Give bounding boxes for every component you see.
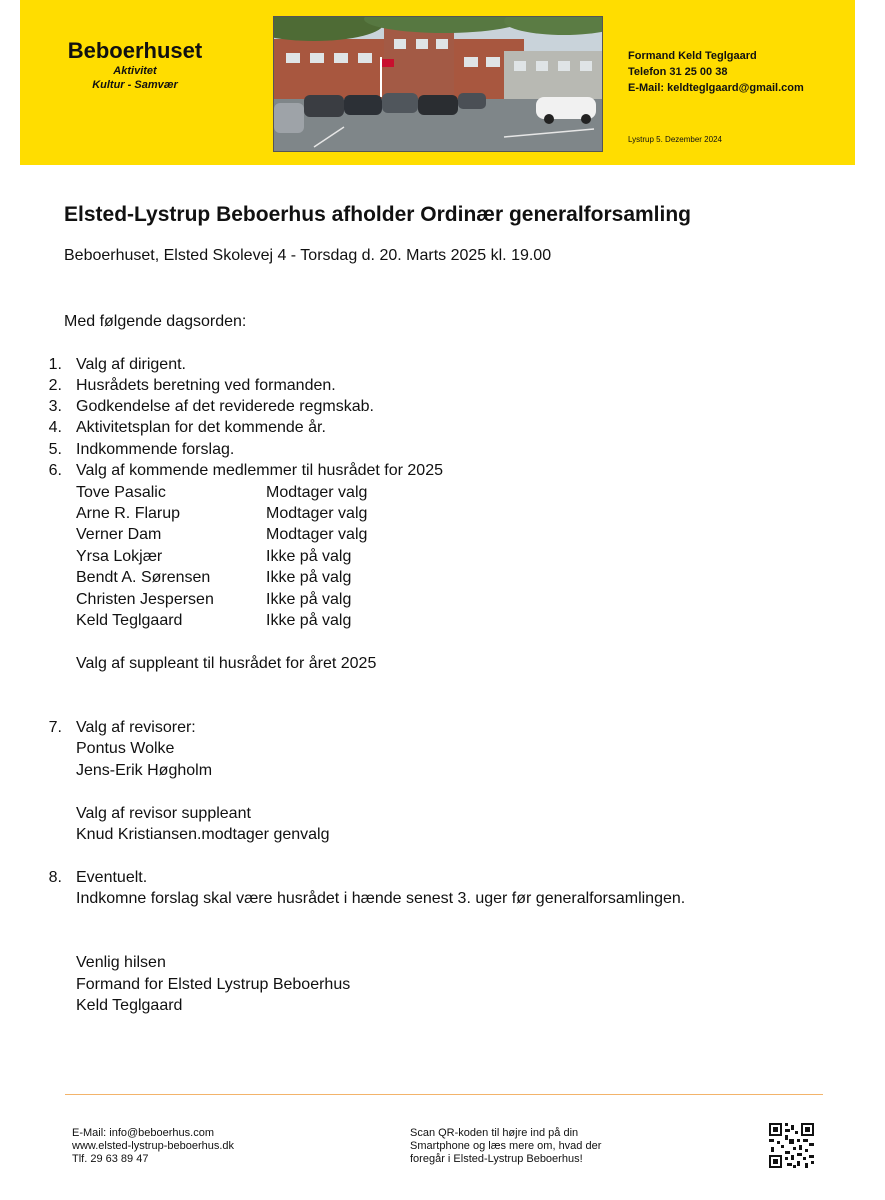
supplement-election: Valg af suppleant til husrådet for året 2025 <box>76 655 377 672</box>
candidate-name: Arne R. Flarup <box>76 505 181 522</box>
candidate-name: Verner Dam <box>76 526 162 543</box>
agenda-item: Valg af kommende medlemmer til husrådet for 2025 <box>76 462 443 479</box>
agenda-item: Indkommende forslag. <box>76 441 235 458</box>
auditor-supplement-heading: Valg af revisor suppleant <box>76 805 251 822</box>
agenda-number: 1. <box>48 356 62 373</box>
auditor-name: Pontus Wolke <box>76 740 175 757</box>
brand-block <box>60 38 210 92</box>
agenda-item: Eventuelt. <box>76 869 148 886</box>
qr-instruction-line: foregår i Elsted-Lystrup Beboerhus! <box>410 1153 583 1165</box>
agenda-item: Godkendelse af det reviderede regmskab. <box>76 398 374 415</box>
contact-block <box>628 48 804 96</box>
candidate-name: Keld Teglgaard <box>76 612 183 629</box>
auditor-supplement-name: Knud Kristiansen.modtager genvalg <box>76 826 330 843</box>
candidate-name: Bendt A. Sørensen <box>76 569 211 586</box>
meeting-details: Beboerhuset, Elsted Skolevej 4 - Torsdag d. 20. Marts 2025 kl. 19.00 <box>64 247 552 264</box>
agenda-number: 6. <box>48 462 62 479</box>
agenda-number: 3. <box>48 398 62 415</box>
contact-phone: Telefon 31 25 00 38 <box>628 66 728 78</box>
building-photo <box>273 16 603 152</box>
agenda-number: 5. <box>48 441 62 458</box>
agenda-item: Valg af revisorer: <box>76 719 196 736</box>
footer-contact <box>72 1127 234 1166</box>
brand-name: Beboerhuset <box>67 38 203 63</box>
candidate-name: Christen Jespersen <box>76 591 214 608</box>
footer-qr-text <box>410 1127 601 1166</box>
candidate-status: Ikke på valg <box>266 569 352 586</box>
closing-greeting: Venlig hilsen <box>76 954 166 971</box>
candidate-status: Modtager valg <box>266 484 368 501</box>
candidate-status: Ikke på valg <box>266 591 352 608</box>
candidate-status: Modtager valg <box>266 526 368 543</box>
page-title: Elsted-Lystrup Beboerhus afholder Ordinær generalforsamling <box>64 203 691 226</box>
contact-name: Formand Keld Teglgaard <box>628 50 757 62</box>
closing-signature: Keld Teglgaard <box>76 997 183 1014</box>
agenda-number: 4. <box>48 419 62 436</box>
agenda-number: 8. <box>48 869 62 886</box>
agenda-item: Husrådets beretning ved formanden. <box>76 377 336 394</box>
footer-divider <box>65 1094 823 1095</box>
auditor-name: Jens-Erik Høgholm <box>76 762 213 779</box>
agenda-item: Valg af dirigent. <box>76 356 186 373</box>
header-banner <box>20 0 855 165</box>
brand-tagline-2: Kultur - Samvær <box>92 79 178 91</box>
qr-instruction-line: Scan QR-koden til højre ind på din <box>410 1127 579 1139</box>
footer-phone: Tlf. 29 63 89 47 <box>72 1153 149 1165</box>
agenda-item: Aktivitetsplan for det kommende år. <box>76 419 326 436</box>
candidate-status: Modtager valg <box>266 505 368 522</box>
qr-code-icon[interactable] <box>769 1123 814 1168</box>
footer-email[interactable]: E-Mail: info@beboerhus.com <box>72 1127 215 1139</box>
document-date: Lystrup 5. Dezember 2024 <box>628 135 722 144</box>
footer-website[interactable]: www.elsted-lystrup-beboerhus.dk <box>72 1140 235 1152</box>
contact-email: E-Mail: keldteglgaard@gmail.com <box>628 82 804 94</box>
agenda-number: 7. <box>48 719 62 736</box>
brand-tagline-1: Aktivitet <box>113 65 157 77</box>
qr-instruction-line: Smartphone og læs mere om, hvad der <box>410 1140 602 1152</box>
candidate-status: Ikke på valg <box>266 548 352 565</box>
candidate-status: Ikke på valg <box>266 612 352 629</box>
closing-role: Formand for Elsted Lystrup Beboerhus <box>76 976 351 993</box>
proposal-deadline-note: Indkomne forslag skal være husrådet i hænde senest 3. uger før generalforsamlingen. <box>76 890 686 907</box>
agenda-intro: Med følgende dagsorden: <box>64 313 247 330</box>
candidate-name: Tove Pasalic <box>76 484 166 501</box>
agenda-number: 2. <box>48 377 62 394</box>
candidate-name: Yrsa Lokjær <box>76 548 163 565</box>
